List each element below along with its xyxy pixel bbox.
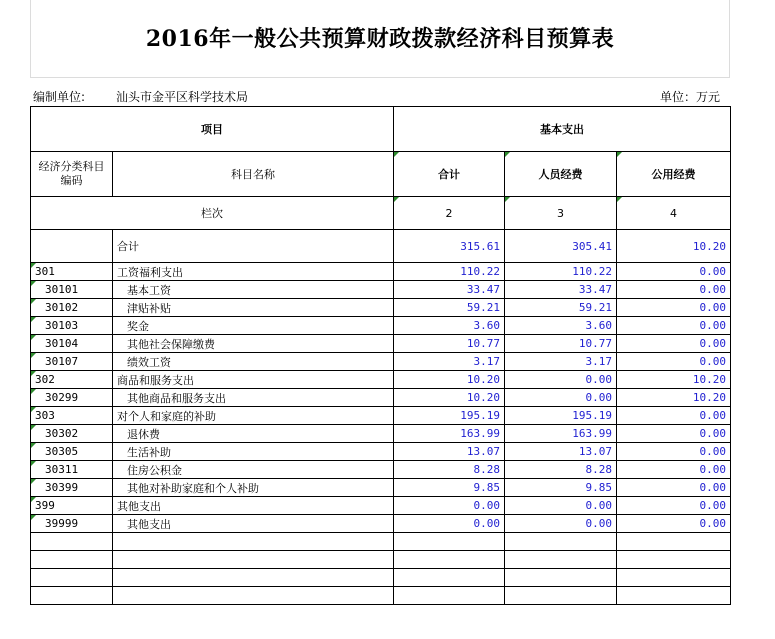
blank-cell[interactable] <box>31 569 113 587</box>
column-number-2[interactable]: 2 <box>394 197 505 230</box>
row-public[interactable]: 10.20 <box>617 389 731 407</box>
row-code[interactable]: 30107 <box>31 353 113 371</box>
row-code[interactable]: 399 <box>31 497 113 515</box>
row-code[interactable]: 302 <box>31 371 113 389</box>
blank-cell[interactable] <box>505 533 617 551</box>
column-number-row <box>31 197 731 230</box>
blank-cell[interactable] <box>113 569 394 587</box>
row-name[interactable]: 工资福利支出 <box>113 263 394 281</box>
row-personnel[interactable]: 0.00 <box>505 371 617 389</box>
header-total[interactable]: 合计 <box>394 152 505 197</box>
blank-cell[interactable] <box>113 587 394 605</box>
row-name[interactable]: 其他对补助家庭和个人补助 <box>113 479 394 497</box>
row-public[interactable]: 10.20 <box>617 371 731 389</box>
row-code[interactable]: 30103 <box>31 317 113 335</box>
table-row <box>31 461 731 479</box>
row-public[interactable]: 0.00 <box>617 425 731 443</box>
total-sum[interactable]: 315.61 <box>394 230 505 263</box>
blank-cell[interactable] <box>113 533 394 551</box>
row-personnel[interactable]: 163.99 <box>505 425 617 443</box>
total-code-cell[interactable] <box>31 230 113 263</box>
row-total[interactable]: 59.21 <box>394 299 505 317</box>
header-row-1 <box>31 107 731 152</box>
row-public[interactable]: 0.00 <box>617 515 731 533</box>
table-row <box>31 515 731 533</box>
row-public[interactable]: 0.00 <box>617 317 731 335</box>
table-row <box>31 317 731 335</box>
header-personnel[interactable]: 人员经费 <box>505 152 617 197</box>
row-personnel[interactable]: 10.77 <box>505 335 617 353</box>
table-row <box>31 389 731 407</box>
blank-cell[interactable] <box>617 533 731 551</box>
row-code[interactable]: 301 <box>31 263 113 281</box>
blank-cell[interactable] <box>505 569 617 587</box>
blank-cell[interactable] <box>113 551 394 569</box>
row-total[interactable]: 195.19 <box>394 407 505 425</box>
table-row <box>31 425 731 443</box>
header-name[interactable]: 科目名称 <box>113 152 394 197</box>
row-name[interactable]: 津贴补贴 <box>113 299 394 317</box>
row-personnel[interactable]: 3.17 <box>505 353 617 371</box>
row-public[interactable]: 0.00 <box>617 443 731 461</box>
row-name[interactable]: 住房公积金 <box>113 461 394 479</box>
blank-row <box>31 587 731 605</box>
column-number-4[interactable]: 4 <box>617 197 731 230</box>
row-public[interactable]: 0.00 <box>617 407 731 425</box>
row-name[interactable]: 基本工资 <box>113 281 394 299</box>
blank-cell[interactable] <box>617 551 731 569</box>
row-code[interactable]: 30311 <box>31 461 113 479</box>
row-public[interactable]: 0.00 <box>617 281 731 299</box>
row-public[interactable]: 0.00 <box>617 335 731 353</box>
unit-name: 汕头市金平区科学技术局 <box>116 90 249 104</box>
row-total[interactable]: 13.07 <box>394 443 505 461</box>
row-name[interactable]: 生活补助 <box>113 443 394 461</box>
table-row <box>31 263 731 281</box>
unit-label: 编制单位: <box>33 90 86 104</box>
row-total[interactable]: 10.20 <box>394 371 505 389</box>
row-personnel[interactable]: 0.00 <box>505 497 617 515</box>
row-total[interactable]: 3.60 <box>394 317 505 335</box>
blank-cell[interactable] <box>394 569 505 587</box>
blank-row <box>31 533 731 551</box>
row-name[interactable]: 其他支出 <box>113 497 394 515</box>
column-number-3[interactable]: 3 <box>505 197 617 230</box>
row-total[interactable]: 110.22 <box>394 263 505 281</box>
row-total[interactable]: 163.99 <box>394 425 505 443</box>
row-public[interactable]: 0.00 <box>617 479 731 497</box>
row-name[interactable]: 商品和服务支出 <box>113 371 394 389</box>
blank-cell[interactable] <box>31 533 113 551</box>
row-name[interactable]: 其他商品和服务支出 <box>113 389 394 407</box>
budget-table <box>30 106 731 605</box>
blank-cell[interactable] <box>505 587 617 605</box>
column-row-label[interactable]: 栏次 <box>31 197 394 230</box>
row-code[interactable]: 30305 <box>31 443 113 461</box>
row-total[interactable]: 3.17 <box>394 353 505 371</box>
row-personnel[interactable]: 110.22 <box>505 263 617 281</box>
row-personnel[interactable]: 195.19 <box>505 407 617 425</box>
blank-cell[interactable] <box>505 551 617 569</box>
blank-row <box>31 569 731 587</box>
row-personnel[interactable]: 3.60 <box>505 317 617 335</box>
table-row <box>31 299 731 317</box>
blank-cell[interactable] <box>617 587 731 605</box>
total-personnel[interactable]: 305.41 <box>505 230 617 263</box>
table-row <box>31 443 731 461</box>
blank-cell[interactable] <box>31 551 113 569</box>
blank-row <box>31 551 731 569</box>
row-public[interactable]: 0.00 <box>617 461 731 479</box>
row-code[interactable]: 30101 <box>31 281 113 299</box>
row-total[interactable]: 33.47 <box>394 281 505 299</box>
row-code[interactable]: 30302 <box>31 425 113 443</box>
row-name[interactable]: 奖金 <box>113 317 394 335</box>
table-row <box>31 497 731 515</box>
table-row <box>31 281 731 299</box>
row-code[interactable]: 303 <box>31 407 113 425</box>
row-public[interactable]: 0.00 <box>617 299 731 317</box>
row-personnel[interactable]: 59.21 <box>505 299 617 317</box>
row-code[interactable]: 30102 <box>31 299 113 317</box>
row-total[interactable]: 9.85 <box>394 479 505 497</box>
row-code[interactable]: 39999 <box>31 515 113 533</box>
header-code[interactable]: 经济分类科目编码 <box>31 152 113 197</box>
total-row <box>31 230 731 263</box>
header-public[interactable]: 公用经费 <box>617 152 731 197</box>
row-code[interactable]: 30104 <box>31 335 113 353</box>
total-public[interactable]: 10.20 <box>617 230 731 263</box>
header-item[interactable]: 项目 <box>31 107 394 152</box>
row-code[interactable]: 30299 <box>31 389 113 407</box>
row-public[interactable]: 0.00 <box>617 497 731 515</box>
total-label[interactable]: 合计 <box>113 230 394 263</box>
row-personnel[interactable]: 0.00 <box>505 515 617 533</box>
table-row <box>31 479 731 497</box>
row-name[interactable]: 其他社会保障缴费 <box>113 335 394 353</box>
table-row <box>31 371 731 389</box>
row-name[interactable]: 对个人和家庭的补助 <box>113 407 394 425</box>
row-personnel[interactable]: 8.28 <box>505 461 617 479</box>
row-personnel[interactable]: 0.00 <box>505 389 617 407</box>
row-total[interactable]: 10.77 <box>394 335 505 353</box>
row-code[interactable]: 30399 <box>31 479 113 497</box>
row-total[interactable]: 10.20 <box>394 389 505 407</box>
blank-cell[interactable] <box>617 569 731 587</box>
row-personnel[interactable]: 33.47 <box>505 281 617 299</box>
row-total[interactable]: 8.28 <box>394 461 505 479</box>
row-name[interactable]: 其他支出 <box>113 515 394 533</box>
row-name[interactable]: 绩效工资 <box>113 353 394 371</box>
currency-label: 单位：万元 <box>660 90 721 104</box>
row-name[interactable]: 退休费 <box>113 425 394 443</box>
table-row <box>31 353 731 371</box>
table-row <box>31 407 731 425</box>
row-total[interactable]: 0.00 <box>394 515 505 533</box>
header-basic[interactable]: 基本支出 <box>394 107 731 152</box>
row-public[interactable]: 0.00 <box>617 263 731 281</box>
blank-cell[interactable] <box>394 533 505 551</box>
page-title: 2016年一般公共预算财政拨款经济科目预算表 <box>145 26 615 52</box>
row-personnel[interactable]: 9.85 <box>505 479 617 497</box>
blank-cell[interactable] <box>31 587 113 605</box>
row-total[interactable]: 0.00 <box>394 497 505 515</box>
blank-cell[interactable] <box>394 551 505 569</box>
row-public[interactable]: 0.00 <box>617 353 731 371</box>
row-personnel[interactable]: 13.07 <box>505 443 617 461</box>
header-row-2 <box>31 152 731 197</box>
table-row <box>31 335 731 353</box>
blank-cell[interactable] <box>394 587 505 605</box>
